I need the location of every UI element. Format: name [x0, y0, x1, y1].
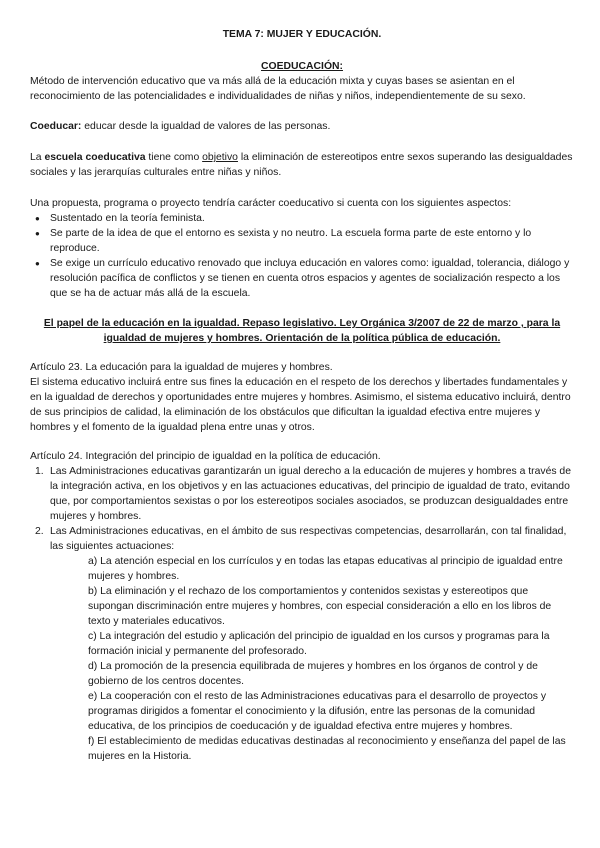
articulo-24-title: Artículo 24. Integración del principio de igualdad en la política de educación. [30, 451, 381, 462]
escuela-term: escuela coeducativa [44, 152, 146, 163]
coeducar-text: educar desde la igualdad de valores de las personas. [81, 121, 331, 132]
sub-item: f) El establecimiento de medidas educativas destinadas al reconocimiento y enseñanza del papel de las mujeres en la Historia. [88, 736, 566, 762]
coeducar-term: Coeducar: [30, 121, 82, 132]
list-item: ● Sustentado en la teoría feminista. [50, 211, 574, 226]
sub-item: d) La promoción de la presencia equilibrada de mujeres y hombres en los órganos de control y de gobierno de los centros docentes. [88, 661, 538, 687]
page-content [30, 27, 574, 764]
escuela-mid: tiene como [145, 152, 203, 163]
list-item: ● Se exige un currículo educativo renovado que incluya educación en valores como: igualdad, tolerancia, diálogo y resolución pacífica de conflictos y se tienen en cuenta otros espacios y agentes de socialización respecto a los que se ha de actuar más allá de la escuela. [50, 256, 574, 301]
escuela-rest: la eliminación de estereotipos entre sexos superando las desigualdades sociales y las jerarquías culturales entre niñas y niños. [30, 152, 573, 178]
articulo-24-list [30, 464, 574, 764]
propuesta-list [30, 211, 574, 301]
document-title: TEMA 7: MUJER Y EDUCACIÓN. [222, 29, 382, 40]
list-item [35, 464, 574, 524]
coeducar-definition [30, 119, 574, 134]
propuesta-intro: Una propuesta, programa o proyecto tendría carácter coeducativo si cuenta con los siguientes aspectos: [30, 198, 512, 209]
section-heading: El papel de la educación en la igualdad. Repaso legislativo. Ley Orgánica 3/2007 de 22 de marzo , para la igualdad de mujeres y hombres. Orientación de la política pública de educación. [43, 318, 561, 344]
sub-item: b) La eliminación y el rechazo de los comportamientos y contenidos sexistas y estereotipos que supongan discriminación entre mujeres y hombres, con especial consideración a ello en los libros de texto y materiales educativos. [88, 586, 552, 627]
item-text: Las Administraciones educativas, en el ámbito de sus respectivas competencias, desarrollarán, con tal finalidad, las siguientes actuaciones: [50, 526, 567, 552]
objetivo-word: objetivo [202, 152, 238, 163]
item-text: Las Administraciones educativas garantizarán un igual derecho a la educación de mujeres y hombres a través de la integración activa, en los objetivos y en las actuaciones educativas, del principio de igualdad de trato, evitando que, por comportamientos sexistas o por los estereotipos sociales asociados, se produzcan desigualdades entre mujeres y hombres. [50, 466, 571, 522]
list-item: ● Se parte de la idea de que el entorno es sexista y no neutro. La escuela forma parte de este entorno y lo reproduce. [50, 226, 574, 256]
escuela-paragraph [30, 150, 574, 180]
item-number: 2. [35, 526, 44, 537]
sub-item: c) La integración del estudio y aplicación del principio de igualdad en los cursos y programas para la formación inicial y permanente del profesorado. [88, 631, 550, 657]
articulo-23-text: El sistema educativo incluirá entre sus fines la educación en el respeto de los derechos y libertades fundamentales y en la igualdad de derechos y oportunidades entre mujeres y hombres. Asimismo, el sistema educativo incluirá, dentro de sus principios de calidad, la eliminación de los obstáculos que dificultan la igualdad efectiva entre mujeres y hombres y el fomento de la igualdad plena entre unas y otros. [30, 377, 571, 433]
sub-item: a) La atención especial en los currículos y en todas las etapas educativas al principio de igualdad entre mujeres y hombres. [88, 556, 563, 582]
item-number: 1. [35, 466, 44, 477]
list-item [35, 524, 574, 764]
coeducacion-definition: Método de intervención educativo que va más allá de la educación mixta y cuyas bases se asientan en el reconocimiento de las potencialidades e individualidades de niñas y niños, independientemente de su sexo. [30, 76, 526, 102]
articulo-23-title: Artículo 23. La educación para la igualdad de mujeres y hombres. [30, 362, 333, 373]
coeducacion-heading: COEDUCACIÓN: [261, 61, 343, 72]
escuela-lead: La [30, 152, 45, 163]
sub-item: e) La cooperación con el resto de las Administraciones educativas para el desarrollo de proyectos y programas dirigidos a fomentar el conocimiento y la difusión, entre las personas de la comunidad educativa, de los principios de coeducación y de igualdad efectiva entre mujeres y hombres. [88, 691, 547, 732]
